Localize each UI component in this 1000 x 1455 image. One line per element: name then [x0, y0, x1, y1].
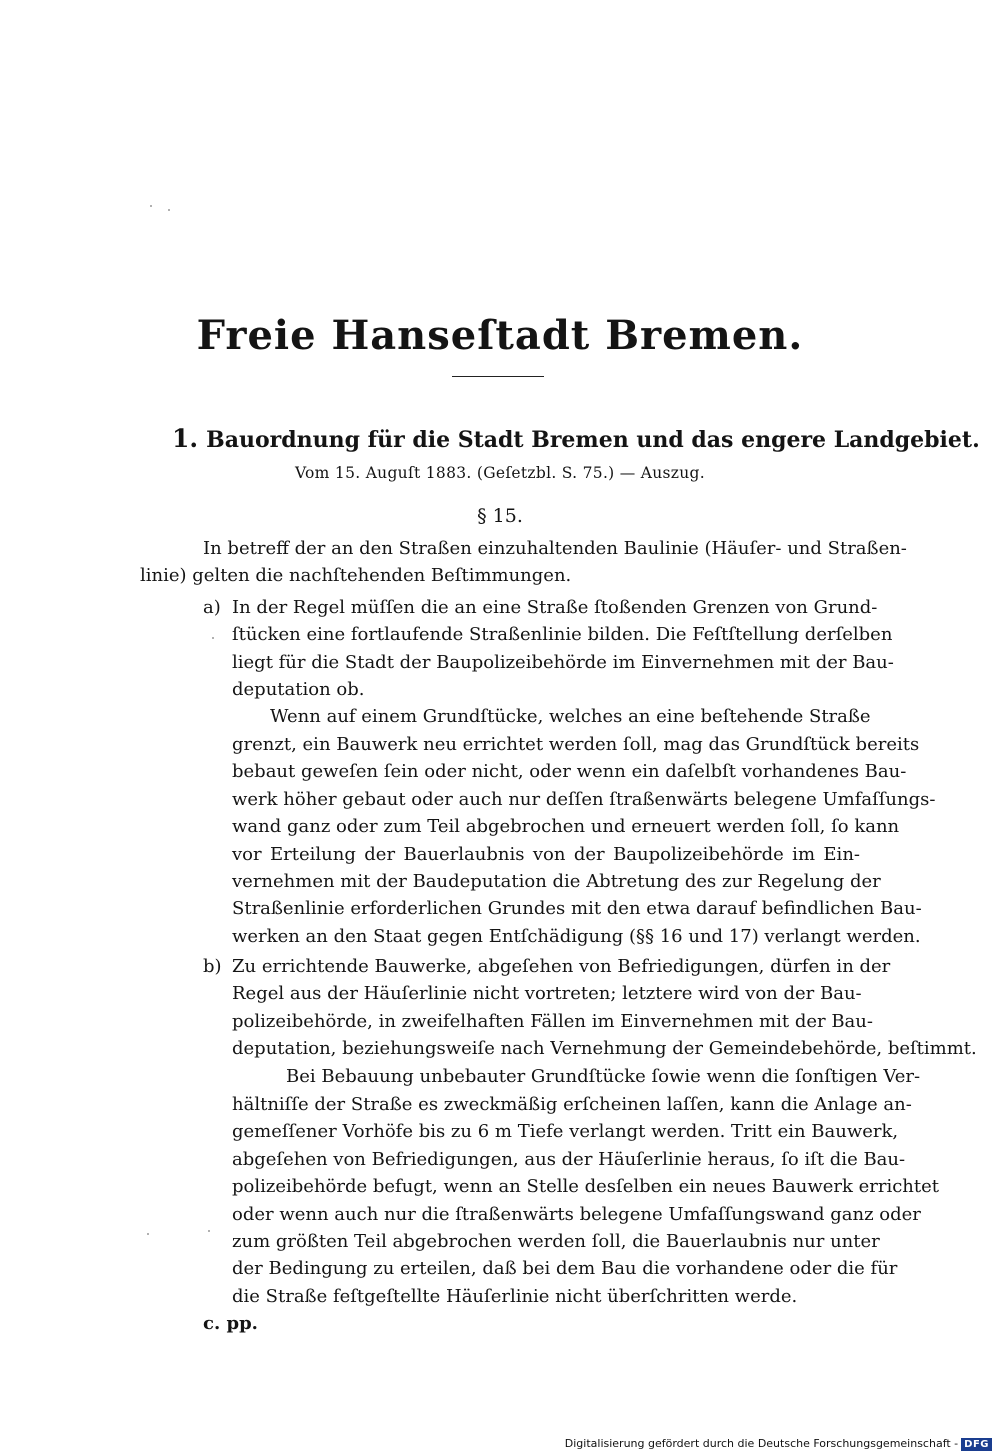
law-heading [172, 424, 980, 453]
text-line: werk höher gebaut oder auch nur deſſen ſtraßenwärts belegene Umfaſſungs- [232, 788, 936, 810]
text-line: deputation ob. [232, 679, 365, 701]
dfg-logo: DFG [961, 1438, 992, 1451]
item-a-text [232, 594, 894, 704]
title-divider [452, 376, 544, 377]
text-line: zum größten Teil abgebrochen werden ſoll, die Bauerlaubnis nur unter [232, 1230, 880, 1252]
text-line: vor Erteilung der Bauerlaubnis von der Baupolizeibehörde im Ein- [232, 843, 860, 865]
item-b-paragraph [232, 1091, 940, 1310]
text-line: Wenn auf einem Grundſtücke, welches an eine beſtehende Straße [270, 706, 871, 727]
text-line: die Straße feſtgeſtellte Häuſerlinie nicht überſchritten werde. [232, 1285, 798, 1307]
paper-speck [147, 1233, 149, 1235]
text-line: Zu errichtende Bauwerke, abgeſehen von Befriedigungen, dürfen in der [232, 956, 891, 977]
text-line: hältniſſe der Straße es zweckmäßig erſcheinen laſſen, kann die Anlage an- [232, 1094, 912, 1115]
text-line: wand ganz oder zum Teil abgebrochen und erneuert werden ſoll, ſo kann [232, 816, 900, 838]
text-line: Straßenlinie erforderlichen Grundes mit den etwa darauf befindlichen Bau- [232, 898, 922, 920]
text-line: deputation, beziehungsweiſe nach Vernehmung der Gemeindebehörde, beſtimmt. [232, 1038, 977, 1060]
paper-speck [150, 205, 152, 207]
text-line: In betreff der an den Straßen einzuhaltenden Baulinie (Häuſer- und Straßen- [203, 538, 907, 559]
text-line: In der Regel müſſen die an eine Straße ſtoßenden Grenzen von Grund- [232, 597, 878, 618]
law-title: Bauordnung für die Stadt Bremen und das engere Landgebiet. [206, 427, 980, 453]
text-line: oder wenn auch nur die ſtraßenwärts belegene Umfaſſungswand ganz oder [232, 1203, 921, 1225]
item-b-paragraph-first-line [286, 1063, 921, 1090]
paper-speck [212, 637, 214, 639]
paper-speck [168, 209, 170, 211]
text-line: abgeſehen von Befriedigungen, aus der Häuſerlinie heraus, ſo iſt die Bau- [232, 1148, 906, 1170]
text-line: bebaut geweſen ſein oder nicht, oder wenn ein daſelbſt vorhandenes Bau- [232, 761, 907, 783]
intro-paragraph [203, 535, 907, 562]
page-title: Freie Hanseſtadt Bremen. [196, 312, 804, 359]
text-line: ſtücken eine fortlaufende Straßenlinie bilden. Die Feſtſtellung derſelben [232, 624, 893, 646]
item-a-marker: a) [203, 597, 221, 618]
text-line: polizeibehörde befugt, wenn an Stelle desſelben ein neues Bauwerk errichtet [232, 1176, 940, 1198]
item-b-marker: b) [203, 956, 222, 977]
footer-text: Digitalisierung gefördert durch die Deutsche Forschungsgemeinschaft - [564, 1437, 959, 1450]
item-c-text: c. pp. [203, 1313, 258, 1334]
text-line: linie) gelten die nachſtehenden Beſtimmungen. [140, 565, 572, 586]
item-b-text [232, 953, 977, 1063]
text-line: der Bedingung zu erteilen, daß bei dem Bau die vorhandene oder die für [232, 1258, 898, 1280]
text-line: Bei Bebauung unbebauter Grundſtücke ſowie wenn die ſonſtigen Ver- [286, 1066, 921, 1087]
text-line: vernehmen mit der Baudeputation die Abtretung des zur Regelung der [232, 870, 881, 892]
text-line: Regel aus der Häuſerlinie nicht vortreten; letztere wird von der Bau- [232, 983, 862, 1005]
item-a-paragraph-first-line [270, 703, 871, 730]
text-line: grenzt, ein Bauwerk neu errichtet werden ſoll, mag das Grundſtück bereits [232, 734, 920, 755]
text-line: werken an den Staat gegen Entſchädigung (§§ 16 und 17) verlangt werden. [232, 925, 921, 947]
digitization-footer [565, 1437, 992, 1451]
law-number: 1. [172, 424, 199, 453]
law-subtitle: Vom 15. Auguſt 1883. (Geſetzbl. S. 75.) — Auszug. [294, 464, 706, 482]
text-line: polizeibehörde, in zweifelhaften Fällen im Einvernehmen mit der Bau- [232, 1010, 873, 1032]
text-line: gemeſſener Vorhöfe bis zu 6 m Tiefe verlangt werden. Tritt ein Bauwerk, [232, 1121, 899, 1143]
intro-paragraph-continued [140, 562, 860, 589]
paper-speck [208, 1230, 210, 1232]
section-number: § 15. [477, 505, 523, 527]
item-a-paragraph [232, 731, 936, 950]
text-line: liegt für die Stadt der Baupolizeibehörde im Einvernehmen mit der Bau- [232, 651, 894, 673]
